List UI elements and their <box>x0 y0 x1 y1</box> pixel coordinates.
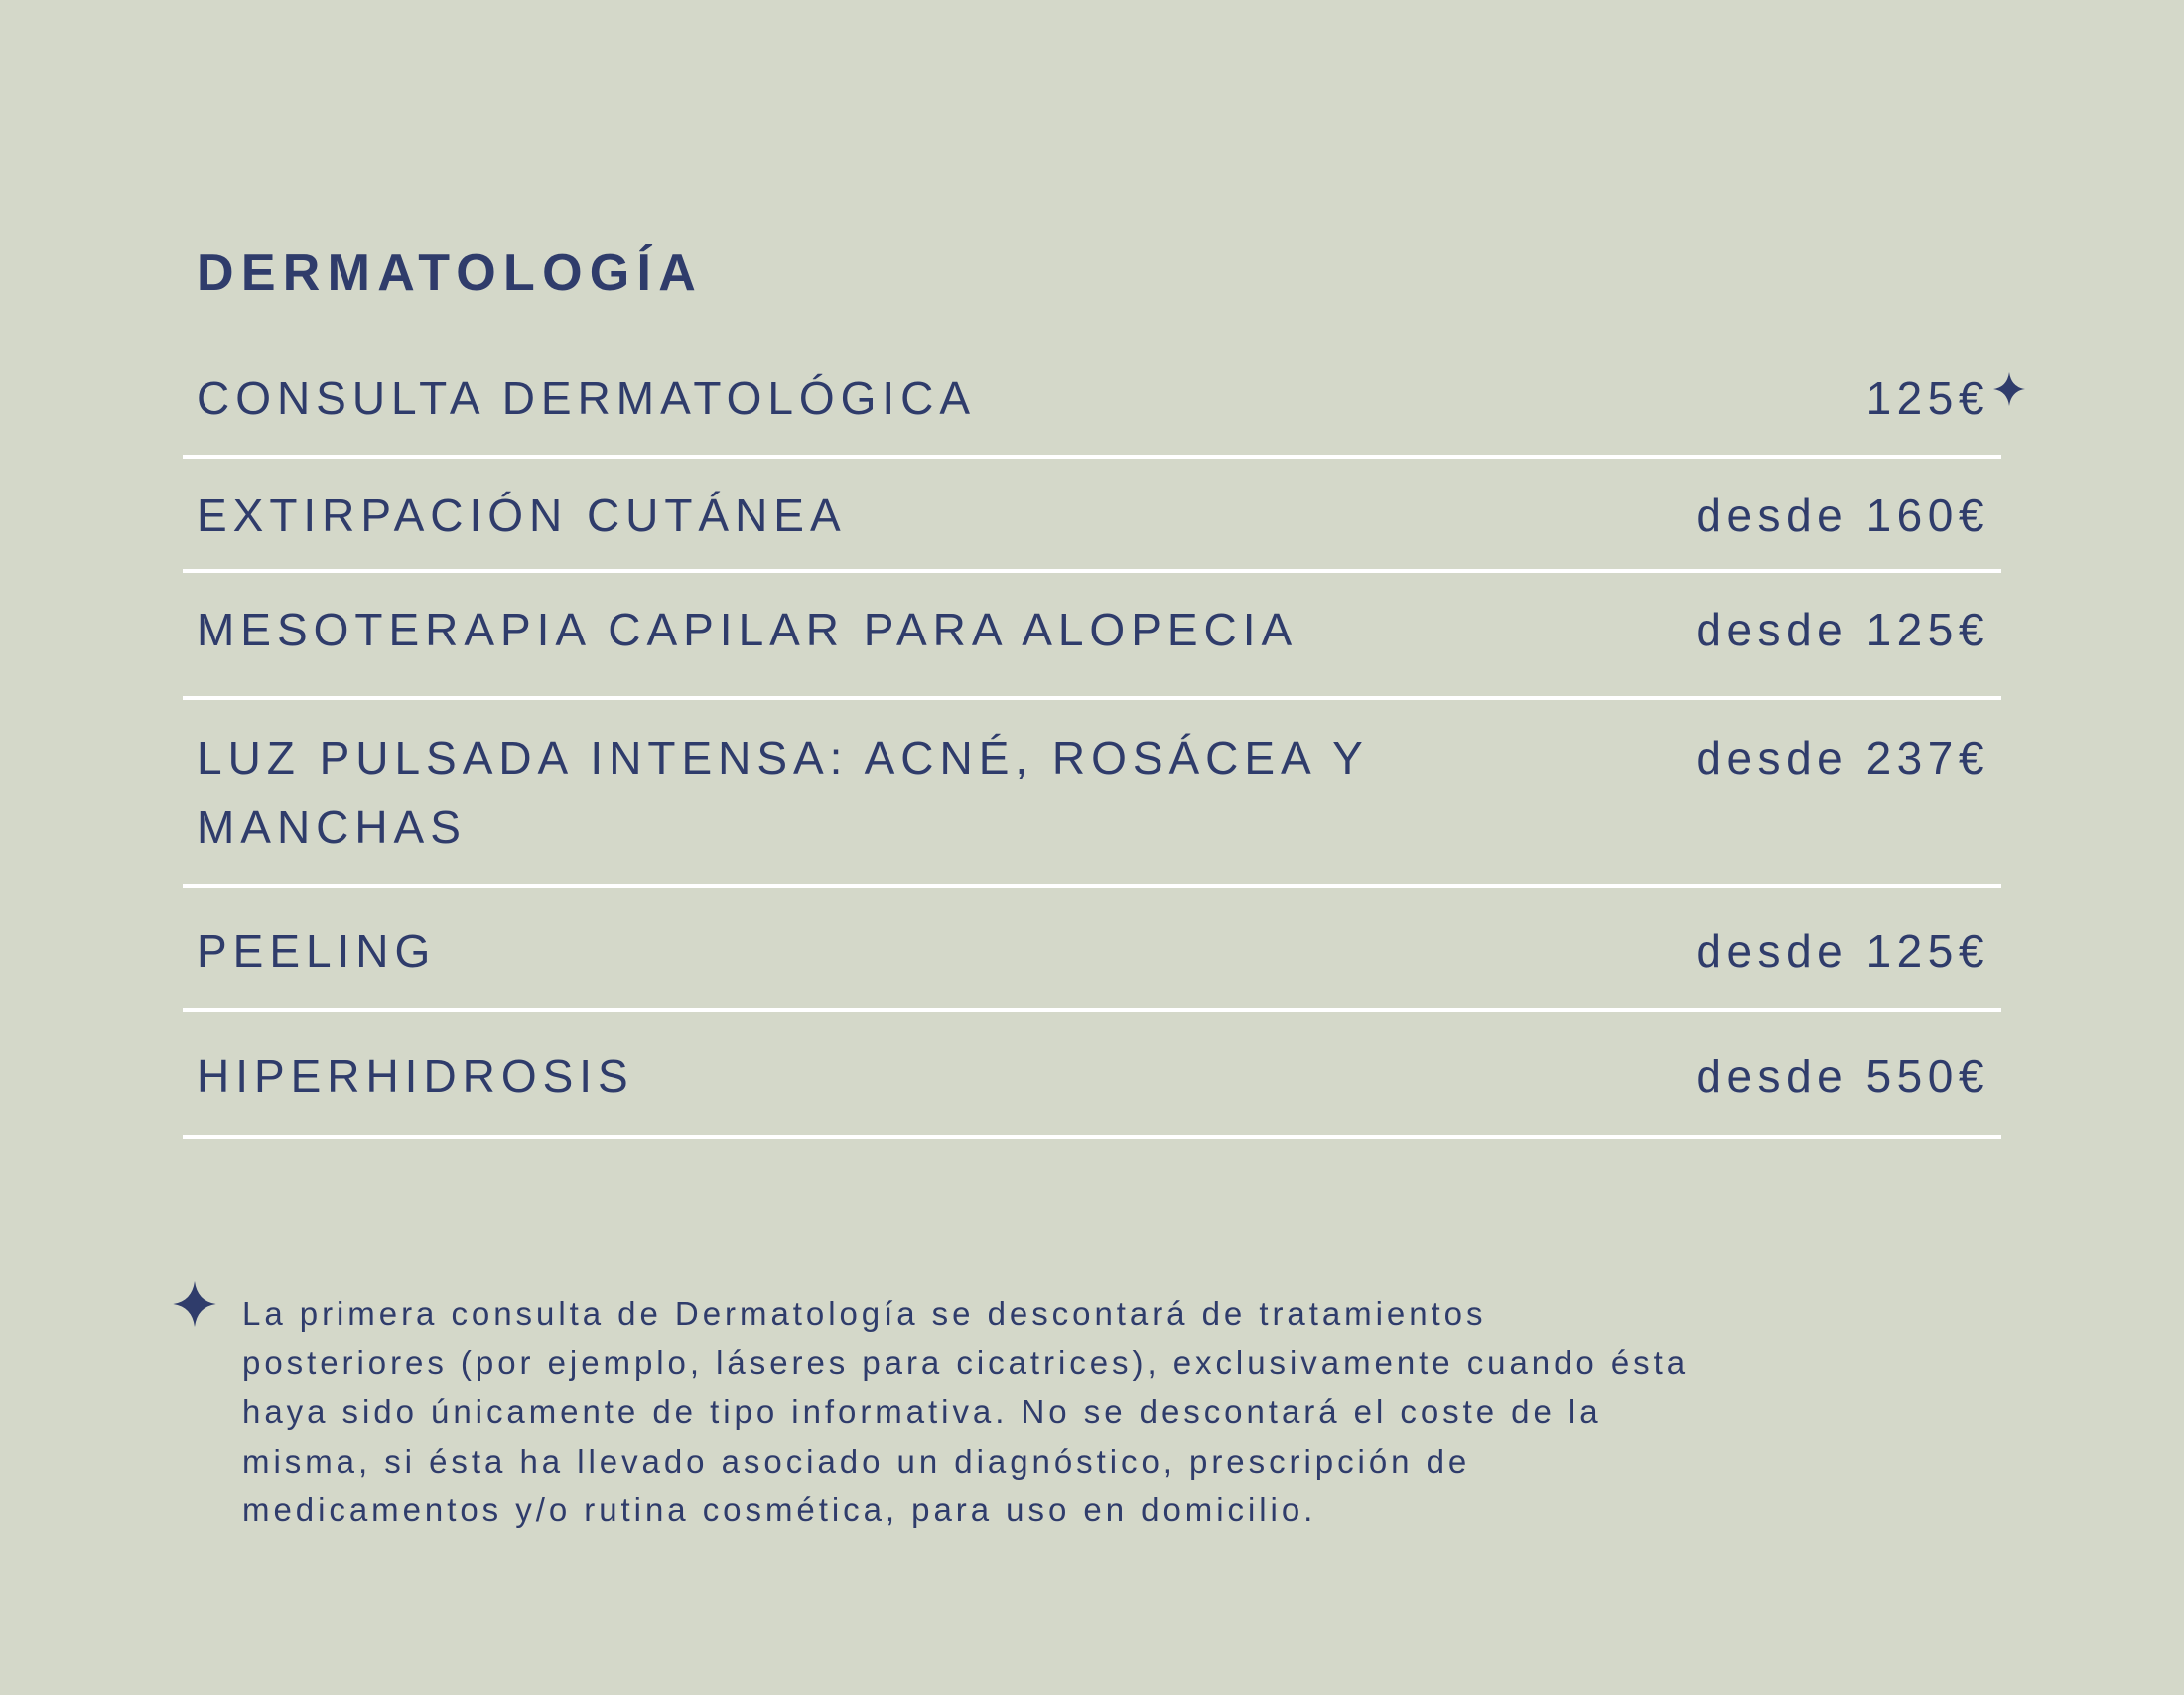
service-name: EXTIRPACIÓN CUTÁNEA <box>197 490 847 541</box>
service-price: desde 160€ <box>1696 490 1989 541</box>
service-name: PEELING <box>197 925 437 977</box>
section-title: DERMATOLOGÍA <box>197 244 704 302</box>
service-price: desde 550€ <box>1696 1051 1989 1102</box>
divider <box>183 455 2001 459</box>
service-name: CONSULTA DERMATOLÓGICA <box>197 372 977 424</box>
footnote-line: La primera consulta de Dermatología se descontará de tratamientos <box>242 1295 1487 1332</box>
footnote <box>242 1289 1689 1535</box>
divider <box>183 696 2001 700</box>
footnote-line: medicamentos y/o rutina cosmética, para uso en domicilio. <box>242 1491 1317 1528</box>
service-name: HIPERHIDROSIS <box>197 1051 634 1102</box>
footnote-line: misma, si ésta ha llevado asociado un diagnóstico, prescripción de <box>242 1442 1471 1480</box>
divider <box>183 1008 2001 1012</box>
sparkle-icon <box>173 1281 216 1327</box>
service-price: 125€ <box>1865 372 1989 424</box>
service-price: desde 125€ <box>1696 925 1989 977</box>
service-price: desde 237€ <box>1696 732 1989 783</box>
service-name: MESOTERAPIA CAPILAR PARA ALOPECIA <box>197 604 1298 655</box>
footnote-line: haya sido únicamente de tipo informativa. No se descontará el coste de la <box>242 1393 1602 1430</box>
divider <box>183 1135 2001 1139</box>
sparkle-icon <box>1993 372 2025 406</box>
divider <box>183 884 2001 888</box>
service-name: LUZ PULSADA INTENSA: ACNÉ, ROSÁCEA Y MANCHAS <box>197 732 1368 853</box>
footnote-line: posteriores (por ejemplo, láseres para cicatrices), exclusivamente cuando ésta <box>242 1343 1690 1381</box>
divider <box>183 569 2001 573</box>
service-price: desde 125€ <box>1696 604 1989 655</box>
